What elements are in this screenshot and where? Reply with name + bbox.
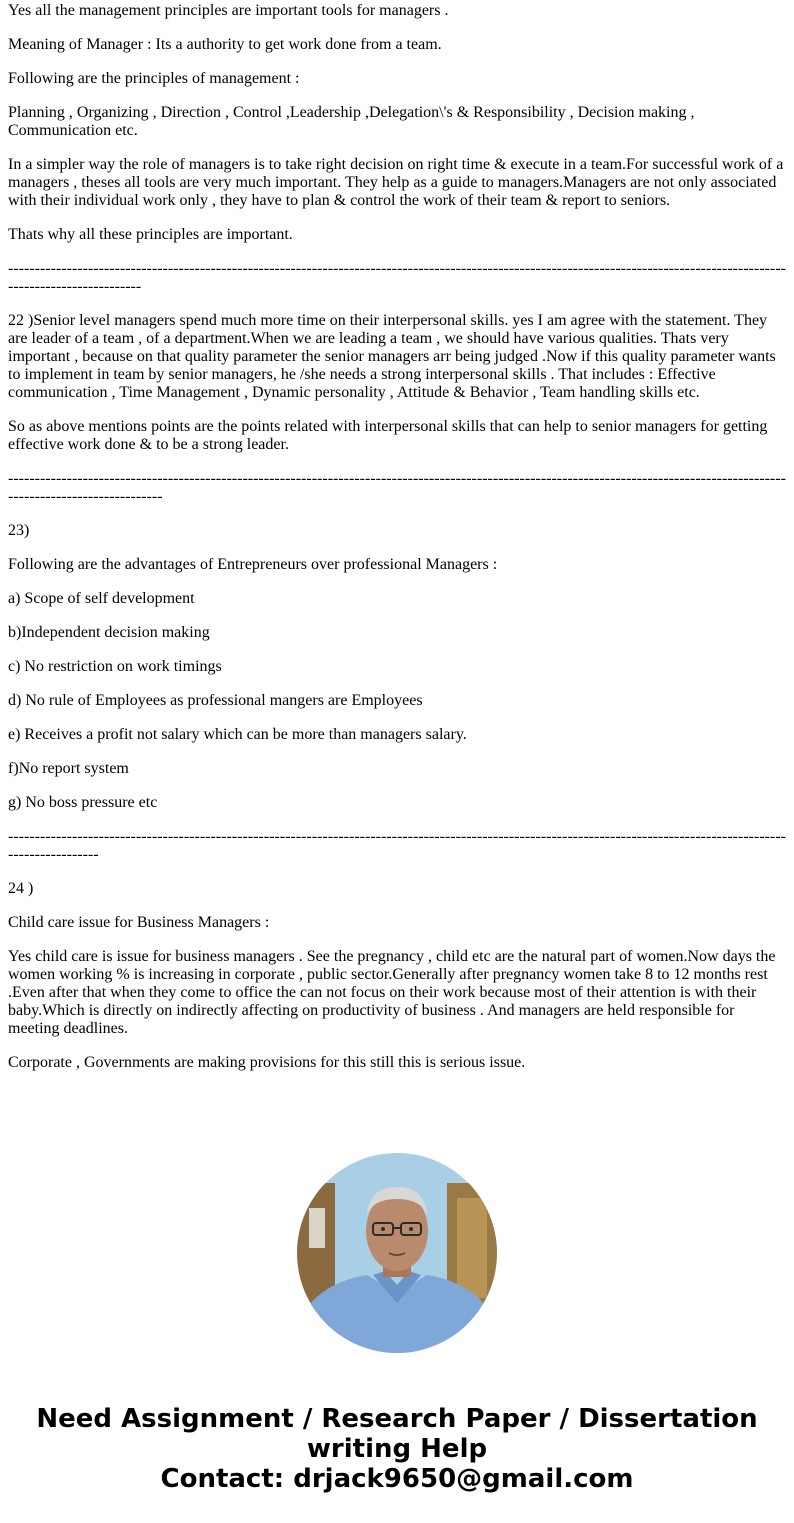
list-item: d) No rule of Employees as professional mangers are Employees bbox=[8, 692, 423, 709]
promo-line-2: writing Help bbox=[306, 1434, 488, 1464]
paragraph-role: In a simpler way the role of managers is to take right decision on right time & execute in a team.For successful work of a managers , theses all tools are very much important. They help as a guide to managers.Managers are not only associated with their individual work only , they have to plan & control the work of their team & report to seniors. bbox=[8, 156, 784, 209]
list-item: a) Scope of self development bbox=[8, 590, 195, 607]
paragraph-intro: Yes all the management principles are important tools for managers . bbox=[8, 2, 449, 19]
promo-line-1: Need Assignment / Research Paper / Dissertation bbox=[36, 1404, 758, 1434]
paragraph-principles-heading: Following are the principles of management : bbox=[8, 70, 300, 87]
paragraph-q23-number: 23) bbox=[8, 522, 30, 539]
promo-banner bbox=[0, 1404, 794, 1494]
promo-contact: Contact: drjack9650@gmail.com bbox=[160, 1464, 634, 1494]
list-item: f)No report system bbox=[8, 760, 129, 777]
paragraph-q23-heading: Following are the advantages of Entrepreneurs over professional Managers : bbox=[8, 556, 498, 573]
paragraph-q22: 22 )Senior level managers spend much more time on their interpersonal skills. yes I am agree with the statement. They are leader of a team , of a department.When we are leading a team , we should have various qualities. Thats very important , because on that quality parameter the senior managers arr being judged .Now if this quality parameter wants to implement in team by senior managers, he /she needs a strong interpersonal skills . That includes : Effective communication , Time Management , Dynamic personality , Attitude & Behavior , Team handling skills etc. bbox=[8, 312, 776, 401]
list-item: c) No restriction on work timings bbox=[8, 658, 222, 675]
author-portrait bbox=[297, 1153, 497, 1353]
paragraph-conclusion: Thats why all these principles are important. bbox=[8, 226, 293, 243]
paragraph-q24-heading: Child care issue for Business Managers : bbox=[8, 914, 270, 931]
divider: --------------------------------------------------------------------------------------------------------------------------------------------------------------------------- bbox=[8, 260, 786, 295]
paragraph-meaning: Meaning of Manager : Its a authority to get work done from a team. bbox=[8, 36, 442, 53]
list-item: e) Receives a profit not salary which can be more than managers salary. bbox=[8, 726, 467, 743]
paragraph-q24-number: 24 ) bbox=[8, 880, 34, 897]
paragraph-principles-list: Planning , Organizing , Direction , Control ,Leadership ,Delegation\'s & Responsibility , Decision making , Communication etc. bbox=[8, 104, 695, 139]
list-item: g) No boss pressure etc bbox=[8, 794, 158, 811]
author-avatar bbox=[297, 1153, 497, 1353]
paragraph-q24-body: Yes child care is issue for business managers . See the pregnancy , child etc are the natural part of women.Now days the women working % is increasing in corporate , public sector.Generally after pregnancy women take 8 to 12 months rest .Even after that when they come to office the can not focus on their work because most of their attention is with their baby.Which is directly on indirectly affecting on productivity of business . And managers are held responsible for meeting deadlines. bbox=[8, 948, 776, 1037]
paragraph-q22-summary: So as above mentions points are the points related with interpersonal skills that can help to senior managers for getting effective work done & to be a strong leader. bbox=[8, 418, 768, 453]
divider: ------------------------------------------------------------------------------------------------------------------------------------------------------------------- bbox=[8, 828, 786, 863]
list-item: b)Independent decision making bbox=[8, 624, 210, 641]
paragraph-q24-closing: Corporate , Governments are making provisions for this still this is serious issue. bbox=[8, 1054, 526, 1071]
divider: ------------------------------------------------------------------------------------------------------------------------------------------------------------------------------- bbox=[8, 470, 786, 505]
